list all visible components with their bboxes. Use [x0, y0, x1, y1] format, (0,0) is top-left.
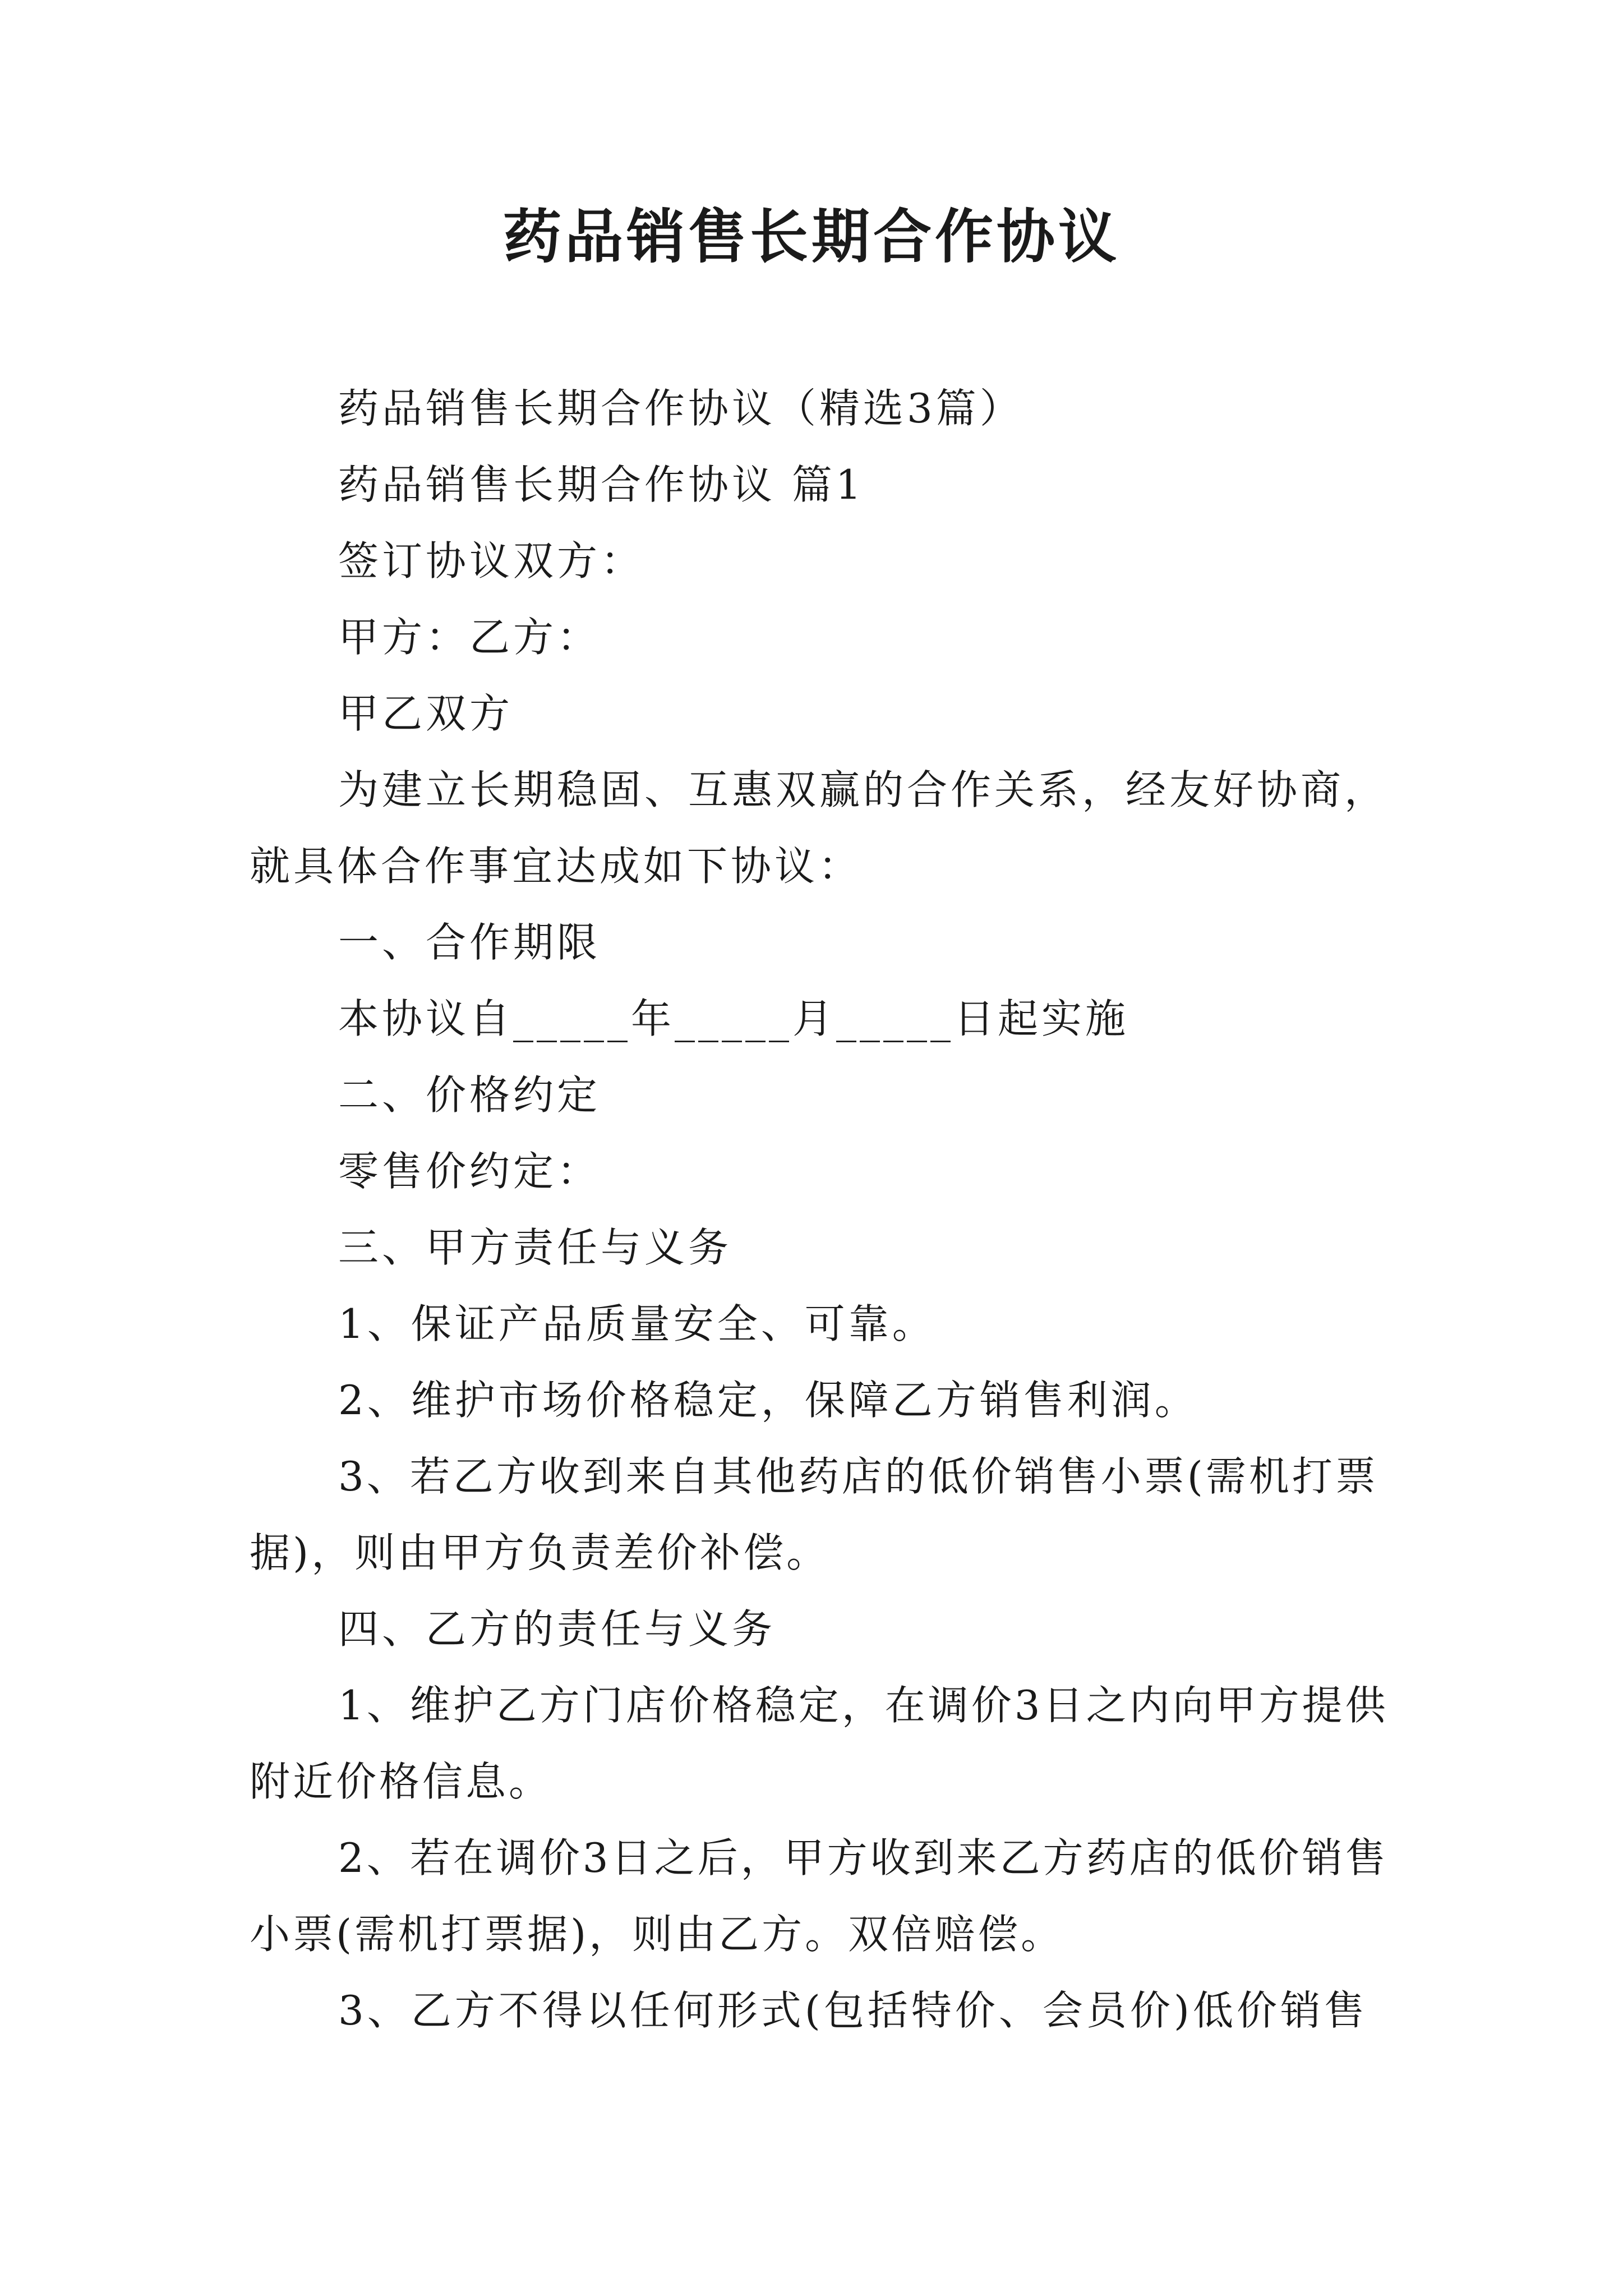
paragraph: 2、维护市场价格稳定，保障乙方销售利润。	[338, 1377, 1198, 1424]
document-body	[250, 370, 1391, 2049]
document-title: 药品销售长期合作协议	[502, 203, 1120, 271]
paragraph: 甲方：乙方：	[338, 614, 601, 661]
paragraph: 甲乙双方	[338, 690, 514, 737]
paragraph: 药品销售长期合作协议 篇1	[338, 461, 865, 508]
paragraph: 为建立长期稳固、互惠双赢的合作关系，经友好协商，就具体合作事宜达成如下协议：	[250, 766, 1389, 890]
paragraph: 零售价约定：	[338, 1148, 601, 1195]
paragraph: 四、乙方的责任与义务	[338, 1605, 776, 1653]
paragraph: 药品销售长期合作协议（精选3篇）	[338, 385, 1023, 432]
paragraph: 三、甲方责任与义务	[338, 1224, 732, 1271]
paragraph: 本协议自_____年_____月_____日起实施	[338, 995, 1129, 1042]
paragraph: 二、价格约定	[338, 1071, 601, 1119]
paragraph: 3、乙方不得以任何形式(包括特价、会员价)低价销售	[338, 1987, 1368, 2034]
paragraph: 一、合作期限	[338, 919, 601, 966]
paragraph: 签订协议双方：	[338, 537, 645, 585]
paragraph: 1、保证产品质量安全、可靠。	[338, 1300, 936, 1347]
paragraph: 1、维护乙方门店价格稳定，在调价3日之内向甲方提供附近价格信息。	[250, 1682, 1389, 1805]
paragraph: 3、若乙方收到来自其他药店的低价销售小票(需机打票据)，则由甲方负责差价补偿。	[250, 1453, 1378, 1576]
paragraph: 2、若在调价3日之后，甲方收到来乙方药店的低价销售小票(需机打票据)，则由乙方。双倍赔偿。	[250, 1834, 1389, 1958]
